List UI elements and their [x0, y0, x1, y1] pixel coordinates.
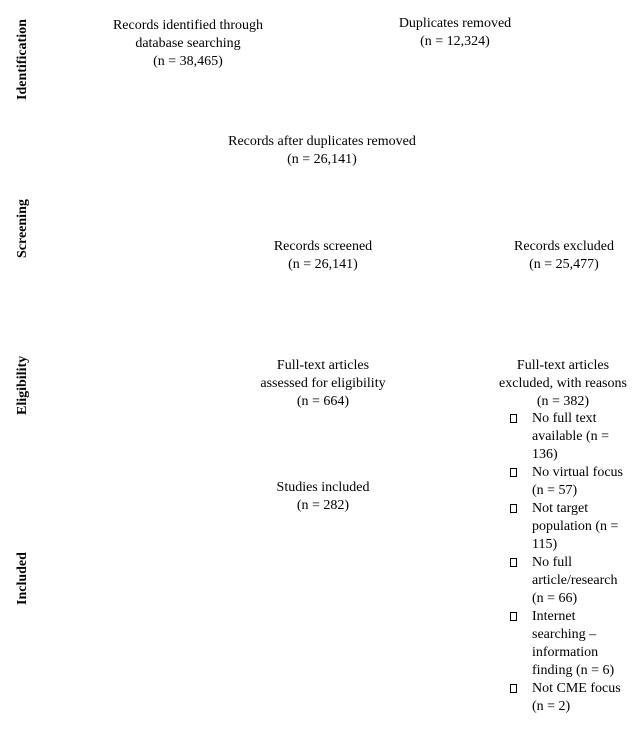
- box-line: (n = 38,465): [153, 54, 223, 69]
- list-item: [510, 500, 640, 554]
- box-line: (n = 25,477): [529, 257, 599, 272]
- reason-line: No virtual focus: [532, 465, 623, 480]
- list-item: [510, 554, 640, 608]
- box-line: (n = 664): [296, 394, 350, 409]
- checkbox-icon: [510, 468, 517, 477]
- reason-line: Internet: [532, 609, 576, 624]
- box-line: Studies included: [276, 480, 370, 495]
- studies-included-box: [248, 479, 398, 515]
- checkbox-icon: [510, 558, 517, 567]
- box-line: Records identified through: [112, 18, 264, 33]
- reason-line: population (n =: [532, 519, 619, 534]
- list-item: [510, 410, 640, 464]
- box-line: (n = 26,141): [288, 257, 358, 272]
- stage-label-identification: Identification: [15, 19, 30, 100]
- box-line: (n = 26,141): [287, 152, 357, 167]
- box-line: Full-text articles: [276, 358, 370, 373]
- reason-line: No full: [532, 555, 573, 570]
- stage-label-eligibility: Eligibility: [15, 355, 30, 415]
- box-line: database searching: [135, 36, 241, 51]
- duplicates-removed-box: [370, 15, 540, 51]
- box-line: assessed for eligibility: [260, 376, 386, 391]
- reason-line: (n = 2): [532, 699, 571, 714]
- box-line: Records after duplicates removed: [228, 134, 416, 149]
- reason-line: article/research: [532, 573, 618, 588]
- records-identified-box: [88, 17, 288, 71]
- fulltext-assessed-box: [248, 357, 398, 411]
- box-line: excluded, with reasons: [499, 376, 627, 391]
- list-item: [510, 464, 640, 500]
- reason-line: searching –: [532, 627, 597, 642]
- box-line: (n = 382): [536, 394, 590, 409]
- box-line: (n = 282): [296, 498, 350, 513]
- exclusion-reasons-list: [510, 410, 640, 716]
- stage-label-included: Included: [15, 552, 30, 605]
- reason-line: finding (n = 6): [532, 663, 615, 678]
- checkbox-icon: [510, 684, 517, 693]
- box-line: Records excluded: [514, 239, 614, 254]
- reason-line: (n = 66): [532, 591, 578, 606]
- box-line: Duplicates removed: [398, 16, 512, 31]
- records-excluded-box: [494, 238, 634, 274]
- reason-line: Not CME focus: [532, 681, 621, 696]
- reason-line: available (n =: [532, 429, 610, 444]
- box-line: Records screened: [273, 239, 373, 254]
- list-item: [510, 608, 640, 680]
- checkbox-icon: [510, 504, 517, 513]
- checkbox-icon: [510, 612, 517, 621]
- reason-line: information: [532, 645, 599, 660]
- records-screened-box: [248, 238, 398, 274]
- reason-line: (n = 57): [532, 483, 578, 498]
- reason-line: No full text: [532, 411, 597, 426]
- after-duplicates-box: [207, 133, 437, 169]
- reason-line: Not target: [532, 501, 589, 516]
- list-item: [510, 680, 640, 716]
- reason-line: 115): [532, 537, 558, 552]
- reason-line: 136): [532, 447, 558, 462]
- stage-label-screening: Screening: [15, 199, 30, 258]
- checkbox-icon: [510, 414, 517, 423]
- box-line: Full-text articles: [516, 358, 610, 373]
- box-line: (n = 12,324): [420, 34, 490, 49]
- fulltext-excluded-box: [488, 357, 638, 411]
